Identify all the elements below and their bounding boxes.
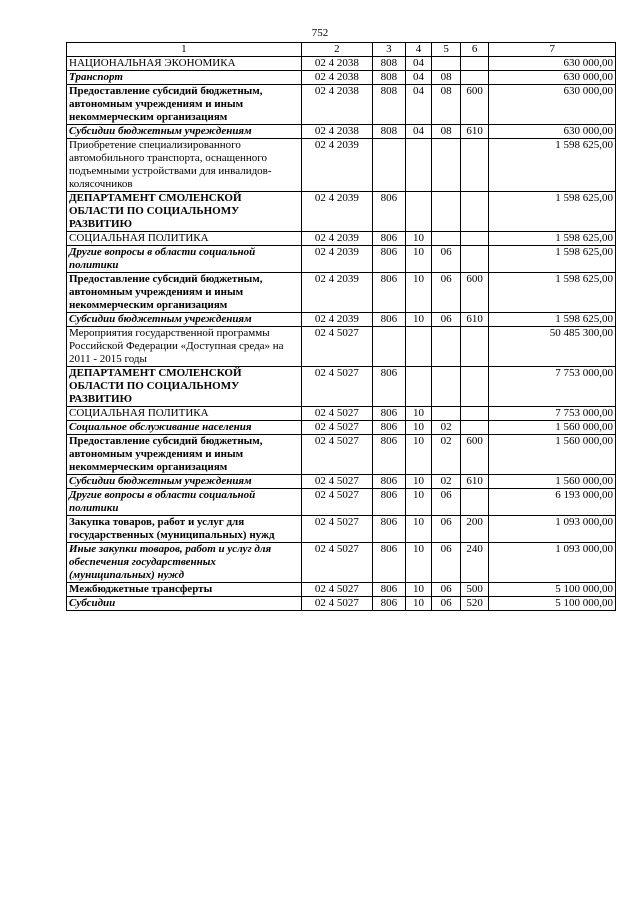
row-subsection-cell: 08 — [432, 125, 461, 139]
row-expense-type-cell: 200 — [460, 516, 489, 543]
row-amount-cell: 1 598 625,00 — [489, 313, 616, 327]
row-code-cell: 02 4 5027 — [301, 583, 372, 597]
row-grbs-cell: 806 — [373, 367, 406, 407]
row-expense-type-cell — [460, 232, 489, 246]
row-name-cell: НАЦИОНАЛЬНАЯ ЭКОНОМИКА — [67, 57, 302, 71]
row-subsection-cell: 02 — [432, 475, 461, 489]
row-section-cell — [405, 139, 432, 192]
row-section-cell: 10 — [405, 543, 432, 583]
row-grbs-cell: 806 — [373, 475, 406, 489]
row-grbs-cell: 806 — [373, 246, 406, 273]
table-row — [67, 313, 616, 327]
row-expense-type-cell: 500 — [460, 583, 489, 597]
row-subsection-cell: 06 — [432, 313, 461, 327]
row-code-cell: 02 4 5027 — [301, 327, 372, 367]
row-subsection-cell: 06 — [432, 246, 461, 273]
row-subsection-cell: 02 — [432, 421, 461, 435]
row-amount-cell: 1 598 625,00 — [489, 232, 616, 246]
row-expense-type-cell — [460, 71, 489, 85]
row-name-cell: Иные закупки товаров, работ и услуг для обеспечения государственных (муниципальных) нужд — [67, 543, 302, 583]
table-row — [67, 489, 616, 516]
row-name-cell: Субсидии бюджетным учреждениям — [67, 125, 302, 139]
row-name-cell: Социальное обслуживание населения — [67, 421, 302, 435]
row-subsection-cell: 06 — [432, 583, 461, 597]
row-grbs-cell: 806 — [373, 516, 406, 543]
row-name-cell: ДЕПАРТАМЕНТ СМОЛЕНСКОЙ ОБЛАСТИ ПО СОЦИАЛЬНОМУ РАЗВИТИЮ — [67, 192, 302, 232]
row-code-cell: 02 4 5027 — [301, 543, 372, 583]
table-row — [67, 516, 616, 543]
row-code-cell: 02 4 2038 — [301, 57, 372, 71]
row-expense-type-cell — [460, 246, 489, 273]
row-name-cell: СОЦИАЛЬНАЯ ПОЛИТИКА — [67, 232, 302, 246]
row-amount-cell: 630 000,00 — [489, 85, 616, 125]
row-subsection-cell: 06 — [432, 489, 461, 516]
table-row — [67, 246, 616, 273]
page-number: 752 — [311, 27, 329, 39]
row-subsection-cell: 06 — [432, 597, 461, 611]
row-section-cell: 10 — [405, 516, 432, 543]
row-amount-cell: 7 753 000,00 — [489, 367, 616, 407]
table-row — [67, 273, 616, 313]
row-grbs-cell: 808 — [373, 85, 406, 125]
row-code-cell: 02 4 2039 — [301, 273, 372, 313]
row-code-cell: 02 4 5027 — [301, 597, 372, 611]
row-subsection-cell — [432, 192, 461, 232]
header-row — [67, 43, 616, 57]
row-name-cell: Предоставление субсидий бюджетным, автономным учреждениям и иным некоммерческим организациям — [67, 435, 302, 475]
table-row — [67, 71, 616, 85]
row-name-cell: Субсидии бюджетным учреждениям — [67, 313, 302, 327]
row-subsection-cell — [432, 367, 461, 407]
row-amount-cell: 1 560 000,00 — [489, 421, 616, 435]
header-cell: 7 — [489, 43, 616, 57]
row-name-cell: Предоставление субсидий бюджетным, автономным учреждениям и иным некоммерческим организациям — [67, 85, 302, 125]
table-row — [67, 543, 616, 583]
row-code-cell: 02 4 2039 — [301, 246, 372, 273]
row-grbs-cell: 806 — [373, 421, 406, 435]
row-amount-cell: 1 598 625,00 — [489, 192, 616, 232]
row-amount-cell: 1 093 000,00 — [489, 543, 616, 583]
row-subsection-cell — [432, 139, 461, 192]
header-cell: 4 — [405, 43, 432, 57]
row-code-cell: 02 4 5027 — [301, 407, 372, 421]
row-code-cell: 02 4 2038 — [301, 71, 372, 85]
row-section-cell: 10 — [405, 475, 432, 489]
row-subsection-cell — [432, 327, 461, 367]
row-name-cell: Предоставление субсидий бюджетным, автономным учреждениям и иным некоммерческим организациям — [67, 273, 302, 313]
row-expense-type-cell — [460, 139, 489, 192]
row-code-cell: 02 4 2038 — [301, 85, 372, 125]
table-row — [67, 232, 616, 246]
row-section-cell — [405, 327, 432, 367]
row-section-cell: 04 — [405, 85, 432, 125]
row-subsection-cell — [432, 407, 461, 421]
row-subsection-cell: 06 — [432, 273, 461, 313]
header-cell: 2 — [301, 43, 372, 57]
row-expense-type-cell — [460, 421, 489, 435]
row-section-cell: 10 — [405, 489, 432, 516]
row-subsection-cell: 06 — [432, 516, 461, 543]
row-amount-cell: 1 560 000,00 — [489, 435, 616, 475]
row-grbs-cell: 806 — [373, 192, 406, 232]
row-expense-type-cell: 600 — [460, 85, 489, 125]
row-section-cell: 10 — [405, 597, 432, 611]
header-cell: 6 — [460, 43, 489, 57]
row-amount-cell: 1 093 000,00 — [489, 516, 616, 543]
row-grbs-cell: 806 — [373, 313, 406, 327]
row-amount-cell: 5 100 000,00 — [489, 597, 616, 611]
table-row — [67, 597, 616, 611]
row-section-cell: 10 — [405, 407, 432, 421]
row-grbs-cell: 808 — [373, 57, 406, 71]
row-name-cell: Закупка товаров, работ и услуг для государственных (муниципальных) нужд — [67, 516, 302, 543]
row-subsection-cell: 06 — [432, 543, 461, 583]
row-name-cell: Межбюджетные трансферты — [67, 583, 302, 597]
row-name-cell: Транспорт — [67, 71, 302, 85]
row-section-cell: 10 — [405, 435, 432, 475]
header-cell: 5 — [432, 43, 461, 57]
row-amount-cell: 6 193 000,00 — [489, 489, 616, 516]
row-amount-cell: 1 598 625,00 — [489, 246, 616, 273]
row-code-cell: 02 4 2039 — [301, 313, 372, 327]
row-grbs-cell: 806 — [373, 407, 406, 421]
row-code-cell: 02 4 5027 — [301, 489, 372, 516]
row-code-cell: 02 4 2039 — [301, 139, 372, 192]
table-row — [67, 583, 616, 597]
row-code-cell: 02 4 5027 — [301, 367, 372, 407]
row-code-cell: 02 4 5027 — [301, 475, 372, 489]
row-expense-type-cell — [460, 407, 489, 421]
row-expense-type-cell — [460, 367, 489, 407]
row-amount-cell: 7 753 000,00 — [489, 407, 616, 421]
table-row — [67, 125, 616, 139]
row-grbs-cell: 806 — [373, 583, 406, 597]
row-expense-type-cell: 240 — [460, 543, 489, 583]
table-row — [67, 57, 616, 71]
row-subsection-cell: 02 — [432, 435, 461, 475]
row-amount-cell: 630 000,00 — [489, 71, 616, 85]
row-grbs-cell: 806 — [373, 435, 406, 475]
table-row — [67, 85, 616, 125]
row-name-cell: Субсидии — [67, 597, 302, 611]
row-expense-type-cell — [460, 327, 489, 367]
row-expense-type-cell: 600 — [460, 435, 489, 475]
row-name-cell: Мероприятия государственной программы Российской Федерации «Доступная среда» на 2011 - 2015 годы — [67, 327, 302, 367]
row-section-cell: 04 — [405, 57, 432, 71]
row-amount-cell: 630 000,00 — [489, 125, 616, 139]
table-row — [67, 475, 616, 489]
row-grbs-cell: 808 — [373, 71, 406, 85]
row-grbs-cell: 806 — [373, 543, 406, 583]
row-code-cell: 02 4 5027 — [301, 516, 372, 543]
row-grbs-cell: 806 — [373, 597, 406, 611]
table-row — [67, 421, 616, 435]
row-section-cell: 10 — [405, 313, 432, 327]
row-section-cell: 04 — [405, 125, 432, 139]
table-row — [67, 327, 616, 367]
row-section-cell: 10 — [405, 421, 432, 435]
row-expense-type-cell: 610 — [460, 475, 489, 489]
row-name-cell: Субсидии бюджетным учреждениям — [67, 475, 302, 489]
row-amount-cell: 50 485 300,00 — [489, 327, 616, 367]
row-expense-type-cell: 610 — [460, 313, 489, 327]
row-expense-type-cell: 610 — [460, 125, 489, 139]
row-expense-type-cell: 600 — [460, 273, 489, 313]
row-grbs-cell: 806 — [373, 232, 406, 246]
row-code-cell: 02 4 2038 — [301, 125, 372, 139]
row-subsection-cell — [432, 57, 461, 71]
row-name-cell: Другие вопросы в области социальной политики — [67, 489, 302, 516]
table-row — [67, 139, 616, 192]
table-row — [67, 407, 616, 421]
row-amount-cell: 1 560 000,00 — [489, 475, 616, 489]
row-expense-type-cell — [460, 192, 489, 232]
row-amount-cell: 630 000,00 — [489, 57, 616, 71]
row-expense-type-cell — [460, 489, 489, 516]
row-name-cell: Другие вопросы в области социальной политики — [67, 246, 302, 273]
row-name-cell: Приобретение специализированного автомобильного транспорта, оснащенного подъемными устройствами для инвалидов-колясочников — [67, 139, 302, 192]
row-subsection-cell: 08 — [432, 85, 461, 125]
budget-table — [66, 42, 616, 611]
table-row — [67, 435, 616, 475]
row-section-cell: 04 — [405, 71, 432, 85]
row-code-cell: 02 4 5027 — [301, 435, 372, 475]
row-name-cell: СОЦИАЛЬНАЯ ПОЛИТИКА — [67, 407, 302, 421]
row-code-cell: 02 4 2039 — [301, 232, 372, 246]
table-row — [67, 192, 616, 232]
row-code-cell: 02 4 2039 — [301, 192, 372, 232]
row-grbs-cell: 806 — [373, 273, 406, 313]
row-grbs-cell: 806 — [373, 489, 406, 516]
header-cell: 1 — [67, 43, 302, 57]
row-section-cell: 10 — [405, 232, 432, 246]
row-subsection-cell: 08 — [432, 71, 461, 85]
row-expense-type-cell: 520 — [460, 597, 489, 611]
header-cell: 3 — [373, 43, 406, 57]
row-section-cell: 10 — [405, 273, 432, 313]
row-grbs-cell: 808 — [373, 125, 406, 139]
row-section-cell — [405, 192, 432, 232]
row-amount-cell: 5 100 000,00 — [489, 583, 616, 597]
row-code-cell: 02 4 5027 — [301, 421, 372, 435]
row-section-cell: 10 — [405, 246, 432, 273]
table-row — [67, 367, 616, 407]
row-amount-cell: 1 598 625,00 — [489, 139, 616, 192]
row-expense-type-cell — [460, 57, 489, 71]
row-grbs-cell — [373, 327, 406, 367]
row-name-cell: ДЕПАРТАМЕНТ СМОЛЕНСКОЙ ОБЛАСТИ ПО СОЦИАЛЬНОМУ РАЗВИТИЮ — [67, 367, 302, 407]
row-grbs-cell — [373, 139, 406, 192]
row-section-cell — [405, 367, 432, 407]
row-subsection-cell — [432, 232, 461, 246]
row-section-cell: 10 — [405, 583, 432, 597]
row-amount-cell: 1 598 625,00 — [489, 273, 616, 313]
